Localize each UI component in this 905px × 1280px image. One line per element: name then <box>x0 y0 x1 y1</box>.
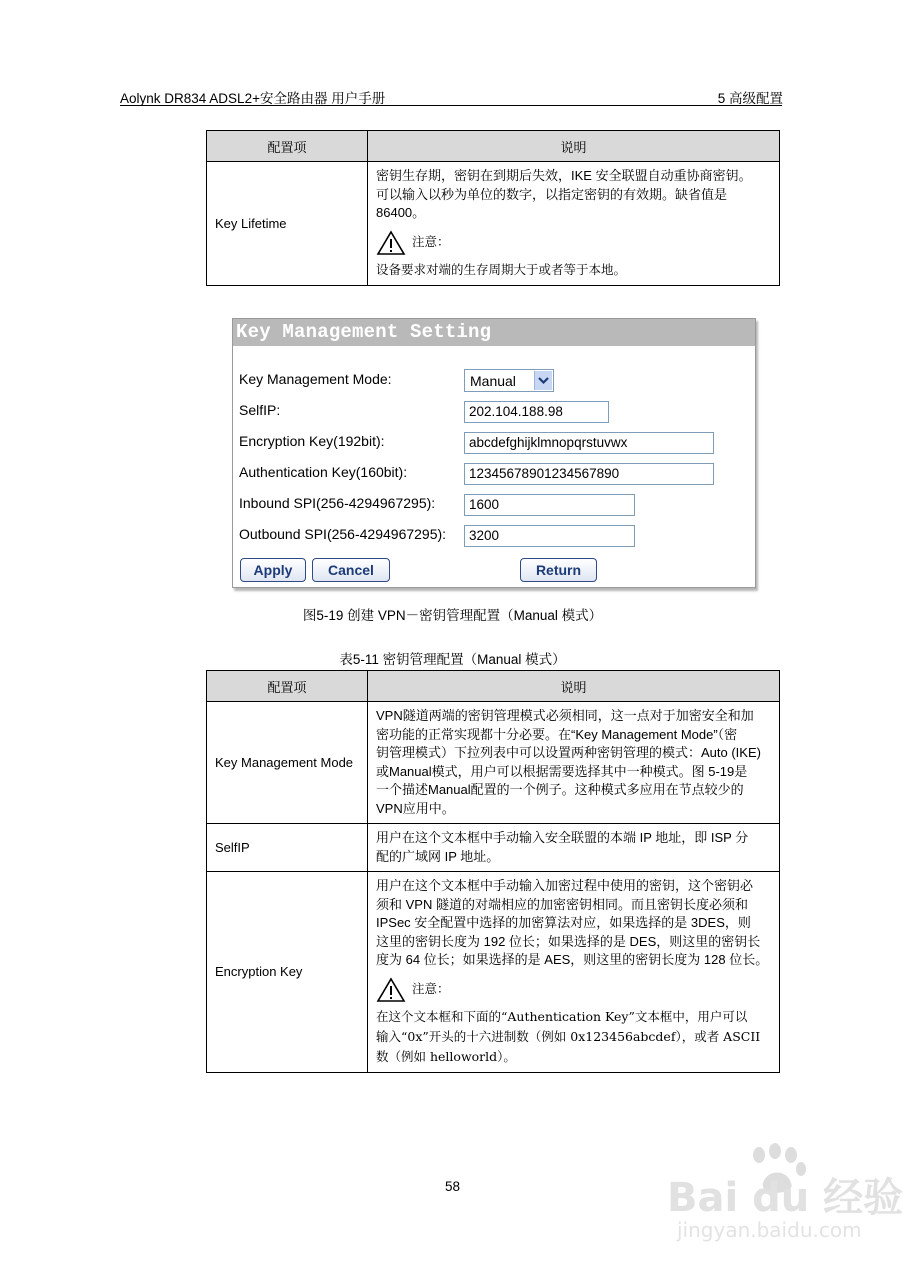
desc-line: VPN隧道两端的密钥管理模式必须相同，这一点对于加密安全和加 <box>376 708 754 723</box>
note-line: 在这个文本框和下面的“Authentication Key”文本框中，用户可以 <box>376 1008 748 1024</box>
desc-line: 这里的密钥长度为 192 位长；如果选择的是 DES，则这里的密钥长 <box>376 933 761 949</box>
column-header-description: 说明 <box>368 131 780 162</box>
note-label: 注意： <box>412 235 450 250</box>
table-row <box>207 824 780 872</box>
watermark-brand: Bai du 经验 <box>667 1175 904 1221</box>
column-header-item: 配置项 <box>207 671 368 702</box>
header-rule <box>120 105 782 106</box>
note-line: 输入“0x”开头的十六进制数（例如 0x123456abcdef），或者 ASCII <box>376 1028 761 1044</box>
table-row <box>207 872 780 1073</box>
row-name: Key Lifetime <box>207 162 368 286</box>
desc-line: 须和 VPN 隧道的对端相应的加密密钥相同。而且密钥长度必须和 <box>376 896 748 912</box>
desc-line: 用户在这个文本框中手动输入安全联盟的本端 IP 地址，即 ISP 分 <box>376 830 749 845</box>
selfip-label: SelfIP: <box>239 402 281 418</box>
chevron-down-icon-shape <box>535 371 552 390</box>
column-header-description: 说明 <box>368 671 780 702</box>
desc-line: VPN应用中。 <box>376 800 455 816</box>
key-management-mode-label: Key Management Mode: <box>239 371 392 387</box>
inbound-spi-label: Inbound SPI(256-4294967295): <box>239 495 436 511</box>
row-description <box>368 872 780 1073</box>
desc-line: 或Manual模式，用户可以根据需要选择其中一种模式。图 5-19是 <box>376 763 748 779</box>
note-body <box>376 1007 771 1067</box>
chevron-down-icon[interactable] <box>534 371 552 390</box>
note <box>376 977 771 1003</box>
row-name: Encryption Key <box>207 872 368 1073</box>
desc-line: 钥管理模式）下拉列表中可以设置两种密钥管理的模式：Auto (IKE) <box>376 745 761 760</box>
note-line: 数（例如 helloworld）。 <box>376 1048 516 1064</box>
note <box>376 230 771 256</box>
key-management-setting-panel <box>232 318 756 588</box>
outbound-spi-label: Outbound SPI(256-4294967295): <box>239 526 447 542</box>
table-caption: 表5-11 密钥管理配置（Manual 模式） <box>339 652 566 667</box>
figure-caption: 图5-19 创建 VPN－密钥管理配置（Manual 模式） <box>302 608 603 623</box>
panel-title: Key Management Setting <box>233 319 755 346</box>
cancel-button[interactable]: Cancel <box>312 558 390 582</box>
baidu-jingyan-watermark <box>663 1143 904 1243</box>
outbound-spi-input[interactable]: 3200 <box>464 525 635 547</box>
desc-line: 密功能的正常实现都十分必要。在“Key Management Mode”（密 <box>376 726 738 742</box>
desc-line: 度为 64 位长；如果选择的是 AES，则这里的密钥长度为 128 位长。 <box>376 952 769 967</box>
desc-line: 86400。 <box>376 205 426 220</box>
row-description <box>368 824 780 872</box>
table-row <box>207 702 780 824</box>
encryption-key-input[interactable]: abcdefghijklmnopqrstuvwx <box>464 432 714 454</box>
authentication-key-input[interactable]: 12345678901234567890 <box>464 463 714 485</box>
table-header-row <box>207 671 780 702</box>
inbound-spi-input[interactable]: 1600 <box>464 494 635 516</box>
table-header-row <box>207 131 780 162</box>
paw-logo-icon <box>663 1143 904 1243</box>
select-value: Manual <box>470 373 516 389</box>
page-number: 58 <box>444 1179 461 1194</box>
desc-line: 一个描述Manual配置的一个例子。这种模式多应用在节点较少的 <box>376 782 744 797</box>
warning-icon <box>376 230 406 256</box>
desc-line: IPSec 安全配置中选择的加密算法对应，如果选择的是 3DES，则 <box>376 915 751 930</box>
selfip-input[interactable]: 202.104.188.98 <box>464 401 609 423</box>
note-body: 设备要求对端的生存周期大于或者等于本地。 <box>376 261 627 277</box>
row-name: SelfIP <box>207 824 368 872</box>
apply-button[interactable]: Apply <box>240 558 306 582</box>
watermark-url: jingyan.baidu.com <box>677 1218 862 1242</box>
header-chapter-title: 5 高级配置 <box>717 91 783 106</box>
key-lifetime-table <box>206 130 780 286</box>
column-header-item: 配置项 <box>207 131 368 162</box>
header-document-title: Aolynk DR834 ADSL2+安全路由器 用户手册 <box>120 91 386 106</box>
authentication-key-label: Authentication Key(160bit): <box>239 464 408 480</box>
warning-icon <box>376 977 406 1003</box>
key-management-table <box>206 670 780 1073</box>
table-row <box>207 162 780 286</box>
key-management-mode-select[interactable] <box>464 369 554 392</box>
encryption-key-label: Encryption Key(192bit): <box>239 433 385 449</box>
desc-line: 可以输入以秒为单位的数字，以指定密钥的有效期。缺省值是 <box>376 186 728 202</box>
desc-line: 用户在这个文本框中手动输入加密过程中使用的密钥，这个密钥必 <box>376 878 754 893</box>
note-label: 注意： <box>412 982 450 997</box>
return-button[interactable]: Return <box>520 558 597 582</box>
row-name: Key Management Mode <box>207 702 368 824</box>
row-description <box>368 162 780 286</box>
desc-line: 密钥生存期，密钥在到期后失效，IKE 安全联盟自动重协商密钥。 <box>376 168 752 183</box>
row-description <box>368 702 780 824</box>
desc-line: 配的广域网 IP 地址。 <box>376 848 500 864</box>
